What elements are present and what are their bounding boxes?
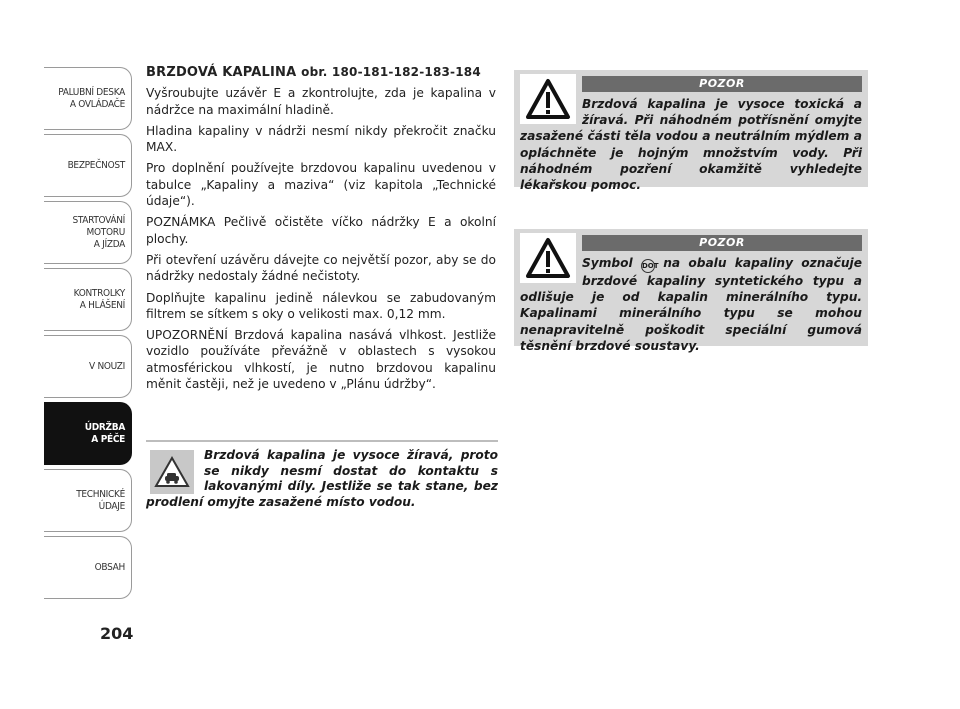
- tab-bezpecnost[interactable]: [44, 134, 132, 197]
- paragraph: POZNÁMKA Pečlivě očistěte víčko nádržky E a okolní plochy.: [146, 215, 496, 246]
- warning-banner: POZOR: [582, 76, 862, 92]
- page-number: 204: [100, 624, 134, 643]
- figure-reference: obr. 180-181-182-183-184: [301, 65, 481, 79]
- car-caution-icon: [150, 450, 194, 494]
- section-title: [146, 64, 496, 81]
- warning-triangle-icon: [520, 233, 576, 283]
- paragraph: UPOZORNĚNÍ Brzdová kapalina nasává vlhkost. Jestliže vozidlo používáte převážně v oblastech s vysokou atmosférickou vlhkostí, je nutno brzdovou kapalinu měnit častěji, než je uvedeno v „Plánu údržby“.: [146, 328, 496, 392]
- tab-technicke-udaje[interactable]: [44, 469, 132, 532]
- warning-triangle-icon: [520, 74, 576, 124]
- dot-symbol-icon: DOT: [641, 259, 655, 273]
- warning-text: Brzdová kapalina je vysoce toxická a žíravá. Při náhodném potřísnění omyjte zasažené části těla vodou a neutrálním mýdlem a opláchněte je hojným množstvím vody. Při náhodném pozření okamžitě vyhledejte lékařskou pomoc.: [520, 97, 862, 193]
- tab-label: ÚDRŽBA A PÉČE: [84, 421, 125, 445]
- tab-palubni-deska[interactable]: [44, 67, 132, 130]
- chapter-tabs: [44, 67, 132, 603]
- tab-startovani[interactable]: [44, 201, 132, 264]
- paragraph: Vyšroubujte uzávěr E a zkontrolujte, zda je kapalina v nádržce na maximální hladině.: [146, 86, 496, 117]
- section-title-text: BRZDOVÁ KAPALINA: [146, 65, 297, 80]
- main-column: [146, 64, 496, 397]
- paragraph: Při otevření uzávěru dávejte co největší pozor, aby se do nádržky nedostaly žádné nečistoty.: [146, 252, 496, 284]
- warning-text-after: na obalu kapaliny označuje brzdové kapaliny syntetického typu a odlišuje je od kapalin minerálního typu. Kapalinami minerálního typu se mohou nenapravitelně poškodit speciální gumová těsnění brzdové soustavy.: [520, 256, 862, 353]
- tab-label: STARTOVÁNÍ MOTORU A JÍZDA: [72, 214, 125, 250]
- paragraph: Pro doplnění používejte brzdovou kapalinu uvedenou v tabulce „Kapaliny a maziva“ (viz kapitola „Technické údaje“).: [146, 161, 496, 209]
- tab-label: BEZPEČNOST: [67, 159, 125, 171]
- tab-v-nouzi[interactable]: [44, 335, 132, 398]
- paragraph: Hladina kapaliny v nádrži nesmí nikdy překročit značku MAX.: [146, 123, 496, 155]
- tab-label: OBSAH: [94, 561, 125, 573]
- tab-label: V NOUZI: [89, 360, 125, 372]
- warning-text-before: Symbol: [582, 256, 633, 270]
- tab-kontrolky[interactable]: [44, 268, 132, 331]
- tab-obsah[interactable]: [44, 536, 132, 599]
- tab-udrzba[interactable]: [44, 402, 132, 465]
- tab-label: KONTROLKY A HLÁŠENÍ: [73, 287, 125, 311]
- warning-box: [514, 70, 868, 193]
- paragraph: Doplňujte kapalinu jedině nálevkou se zabudovaným filtrem se sítkem s oky o velikosti max. 0,12 mm.: [146, 290, 496, 321]
- caution-text: Brzdová kapalina je vysoce žíravá, proto se nikdy nesmí dostat do kontaktu s lakovanými díly. Jestliže se tak stane, bez prodlení omyjte zasažené místo vodou.: [146, 448, 498, 509]
- warning-box: [514, 229, 868, 353]
- caution-note: [146, 440, 498, 510]
- tab-label: PALUBNÍ DESKA A OVLÁDAČE: [58, 86, 125, 110]
- warning-banner: POZOR: [582, 235, 862, 251]
- tab-label: TECHNICKÉ ÚDAJE: [76, 488, 125, 512]
